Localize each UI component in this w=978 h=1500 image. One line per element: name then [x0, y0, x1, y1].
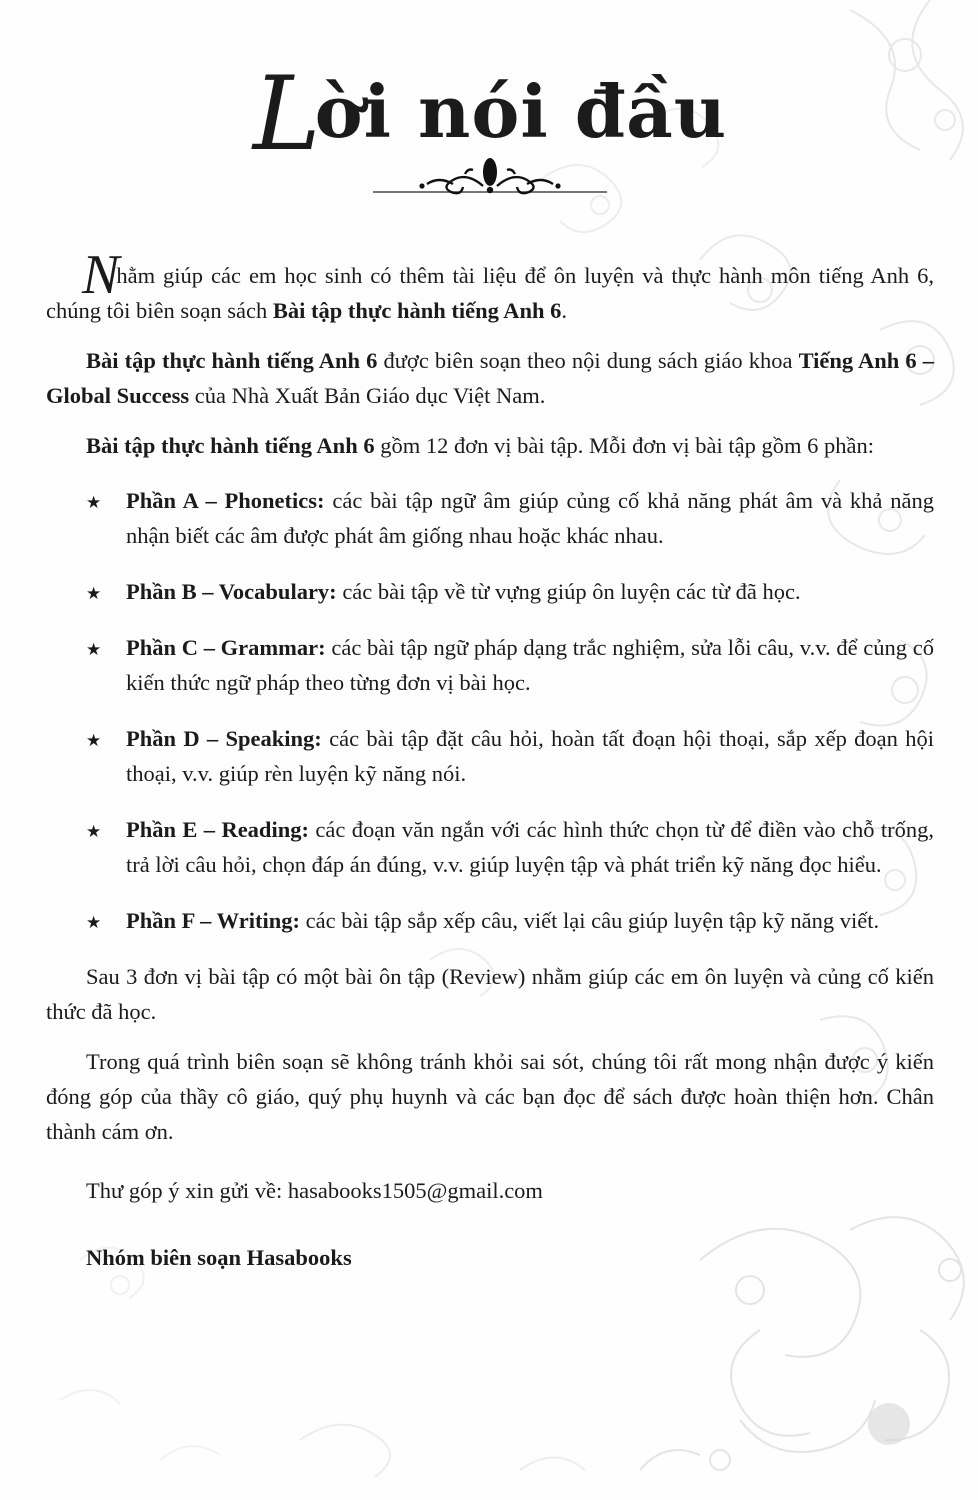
intro-book-name: Bài tập thực hành tiếng Anh 6: [272, 297, 562, 323]
part-f-text: các bài tập sắp xếp câu, viết lại câu giúp luyện tập kỹ năng viết.: [299, 907, 880, 933]
star-bullet-icon: ★: [86, 583, 102, 603]
star-bullet-icon: ★: [86, 492, 102, 512]
intro-dropcap: N: [82, 243, 117, 306]
book-name-bold-2: Bài tập thực hành tiếng Anh 6: [86, 432, 375, 458]
contact-line: Thư góp ý xin gửi về: hasabooks1505@gmail.com: [86, 1177, 543, 1203]
star-bullet-icon: ★: [86, 821, 102, 841]
list-item-part-e: [46, 812, 934, 882]
paragraph-structure-text: gồm 12 đơn vị bài tập. Mỗi đơn vị bài tập gồm 6 phần:: [374, 432, 874, 458]
signature-line: Nhóm biên soạn Hasabooks: [86, 1244, 352, 1270]
part-b-text: các bài tập về từ vựng giúp ôn luyện các từ đã học.: [336, 578, 801, 604]
part-d-label: Phần D – Speaking:: [126, 725, 322, 751]
part-c-label: Phần C – Grammar:: [126, 634, 326, 660]
list-item-part-b: [46, 574, 934, 609]
intro-text: hằm giúp các em học sinh có thêm tài liệu để ôn luyện và thực hành môn tiếng Anh 6, chúng tôi biên soạn sách: [46, 262, 934, 323]
preface-content: [46, 0, 934, 1290]
title-initial-letter: L: [252, 55, 315, 174]
parts-list: [46, 483, 934, 938]
paragraph-review: Sau 3 đơn vị bài tập có một bài ôn tập (Review) nhằm giúp các em ôn luyện và củng cố kiến thức đã học.: [46, 963, 934, 1024]
paragraph-source: [46, 343, 934, 413]
ornament-divider-icon: [365, 154, 615, 202]
intro-tail: .: [561, 297, 568, 323]
book-name-bold: Bài tập thực hành tiếng Anh 6: [86, 347, 378, 373]
list-item-part-f: [46, 903, 934, 938]
part-e-label: Phần E – Reading:: [126, 816, 309, 842]
star-bullet-icon: ★: [86, 912, 102, 932]
part-e-text: các đoạn văn ngắn với các hình thức chọn từ để điền vào chỗ trống, trả lời câu hỏi, chọn đáp án đúng, v.v. giúp luyện tập và phát triển kỹ năng đọc hiểu.: [126, 816, 934, 877]
list-item-part-c: [46, 630, 934, 700]
part-b-label: Phần B – Vocabulary:: [126, 578, 337, 604]
star-bullet-icon: ★: [86, 730, 102, 750]
paragraph-source-text2: của Nhà Xuất Bản Giáo dục Việt Nam.: [189, 382, 546, 408]
intro-paragraph: [46, 243, 934, 328]
page-title: [46, 55, 934, 174]
paragraph-apology: Trong quá trình biên soạn sẽ không tránh khỏi sai sót, chúng tôi rất mong nhận được ý kiến đóng góp của thầy cô giáo, quý phụ huynh và các bạn đọc để sách được hoàn thiện hơn. Chân thành cám ơn.: [46, 1048, 934, 1144]
part-d-text: các bài tập đặt câu hỏi, hoàn tất đoạn hội thoại, sắp xếp đoạn hội thoại, v.v. giúp rèn luyện kỹ năng nói.: [126, 725, 934, 786]
part-a-text: các bài tập ngữ âm giúp củng cố khả năng phát âm và khả năng nhận biết các âm được phát âm giống nhau hoặc khác nhau.: [126, 487, 934, 548]
star-bullet-icon: ★: [86, 639, 102, 659]
paragraph-structure: [46, 428, 934, 463]
paragraph-source-text1: được biên soạn theo nội dung sách giáo khoa: [377, 347, 799, 373]
list-item-part-d: [46, 721, 934, 791]
part-a-label: Phần A – Phonetics:: [126, 487, 325, 513]
list-item-part-a: [46, 483, 934, 553]
part-c-text: các bài tập ngữ pháp dạng trắc nghiệm, sửa lỗi câu, v.v. để củng cố kiến thức ngữ pháp theo từng đơn vị bài học.: [126, 634, 934, 695]
title-rest: ời nói đầu: [314, 69, 728, 154]
part-f-label: Phần F – Writing:: [126, 907, 300, 933]
textbook-name-bold: Tiếng Anh 6 – Global Success: [46, 347, 934, 408]
